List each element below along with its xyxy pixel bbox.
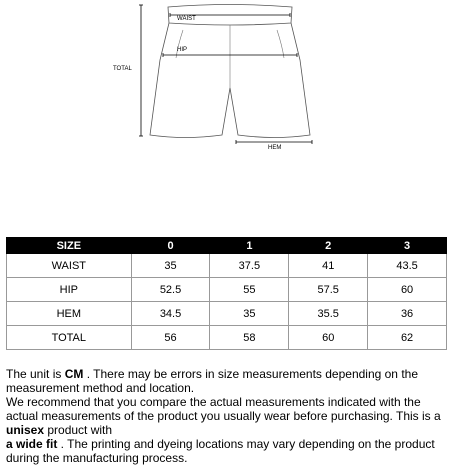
table-row: [7, 326, 447, 350]
shorts-measurement-diagram: [0, 0, 454, 160]
hem-label: HEM: [268, 145, 282, 151]
row-label-waist: WAIST: [7, 254, 132, 278]
table-cell: 37.5: [210, 254, 289, 278]
total-label: TOTAL: [113, 66, 132, 72]
table-cell: 62: [368, 326, 447, 350]
header-size-2: 2: [289, 238, 368, 254]
unit-value: CM: [64, 367, 84, 381]
table-cell: 35.5: [289, 302, 368, 326]
table-cell: 36: [368, 302, 447, 326]
header-size: SIZE: [7, 238, 132, 254]
table-cell: 57.5: [289, 278, 368, 302]
size-table: [6, 237, 447, 350]
table-cell: 58: [210, 326, 289, 350]
note-text: . There may be errors in size measurements depending on the measurement method and location.: [6, 367, 418, 395]
note-text: product with: [44, 423, 113, 437]
table-cell: 43.5: [368, 254, 447, 278]
row-label-hip: HIP: [7, 278, 132, 302]
header-size-0: 0: [131, 238, 210, 254]
header-size-3: 3: [368, 238, 447, 254]
table-cell: 34.5: [131, 302, 210, 326]
unit-note: [6, 367, 450, 395]
recommendation-note: We recommend that you compare the actual measurements indicated with the actual measurements of the product you usually wear before purchasing. This is a: [6, 395, 441, 423]
note-text: The unit is: [6, 367, 65, 381]
table-cell: 41: [289, 254, 368, 278]
table-cell: 35: [210, 302, 289, 326]
hip-label: HIP: [177, 47, 188, 53]
table-cell: 52.5: [131, 278, 210, 302]
table-cell: 35: [131, 254, 210, 278]
table-row: [7, 302, 447, 326]
wide-fit-label: a wide fit: [6, 437, 58, 451]
unisex-label: unisex: [6, 423, 45, 437]
shorts-illustration: [0, 0, 454, 160]
header-size-1: 1: [210, 238, 289, 254]
waist-label: WAIST: [177, 16, 196, 22]
note-text: . The printing and dyeing locations may vary depending on the product during the manufacturing process.: [6, 437, 435, 465]
size-table-header-row: [7, 238, 447, 254]
table-cell: 60: [368, 278, 447, 302]
table-cell: 60: [289, 326, 368, 350]
size-notes: [6, 367, 450, 465]
row-label-total: TOTAL: [7, 326, 132, 350]
fit-note: [6, 437, 450, 465]
table-row: [7, 278, 447, 302]
table-row: [7, 254, 447, 278]
table-cell: 56: [131, 326, 210, 350]
row-label-hem: HEM: [7, 302, 132, 326]
unisex-note: [6, 423, 450, 437]
table-cell: 55: [210, 278, 289, 302]
